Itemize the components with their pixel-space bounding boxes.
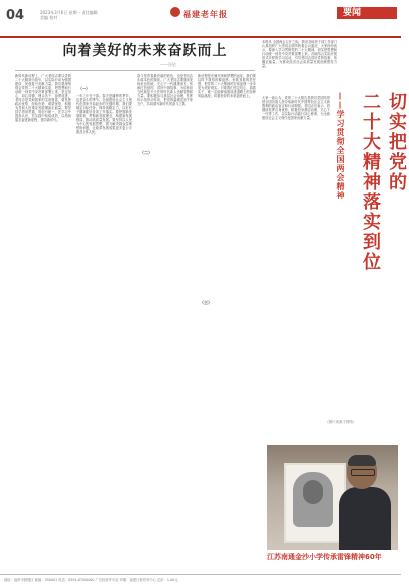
portrait-in-frame (293, 472, 333, 527)
page-footer (0, 574, 401, 585)
feature-image-note: （图片来源于网络） (325, 420, 357, 424)
main-headline: 向着美好的未来奋跃而上 (62, 43, 228, 59)
headline-divider (15, 70, 255, 71)
article-column-3: 奋斗是青春最亮丽的底色，也是老同志永葆本色的源泉。广大老同志要继续发扬优良传统，关心下一代健康成长，传承红色基因，讲好中国故事，为培养担当民族复兴大任的时代新人贡献智慧和力量。要积极参与基层社会治理，发挥好示范带动作用，把党的温暖送到千家万户，共同谱写新时代的奋斗之歌。 (137, 74, 193, 106)
article-subhead-2: （二） (140, 150, 152, 155)
issue-info: 2023年3月6日 星期一 责任编辑 美编 校对 (40, 10, 98, 20)
article-column-1: 新时代新征程上，广大老同志要以党的二十大精神为指引，以实际行动为强国建设、民族复兴贡献力量。我们要深刻领会党的二十大精神实质，把思想和行动统一到党中央决策部署上来，坚定信心、同心同德，埋头苦干、奋勇前进。老同志是党和国家的宝贵财富，要发挥政治优势、经验优势、威望优势，积极为党和人民事业发展增添正能量。要坚持学思用贯通、知信行统一，在学习中提高认识，在实践中检验成效，以昂扬姿态奋进新征程、建功新时代。 (15, 74, 71, 122)
newspaper-logo (170, 6, 230, 30)
feature-intro-text: 本报讯 全国两会召开之际，我省各地老干部工作部门认真组织广大老同志收听收看会议盛况，大家纷纷表示，要深入学习贯彻党的二十大精神，切实把思想和行动统一到党中央决策部署上来。各地结合实际开展形式多样的学习活动，引导老同志讲好党的故事、传播正能量，为推动经济社会高质量发展贡献银发力量。 (262, 40, 337, 68)
page-number: 04 (6, 8, 25, 23)
feature-body-text: 大家一致认为，党的二十大报告是我们党团结带领全国各族人民夺取新时代中国特色社会主义新胜利的政治宣言和行动纲领。老同志们表示，将继续发挥自身优势，积极投身基层治理、关心下一代等工作，以实际行动践行初心使命，为全面建设社会主义现代化国家贡献力量。 (262, 96, 330, 120)
photo-caption: 江苏南通金沙小学传承雷锋精神60年 (267, 553, 382, 561)
footer-info: 地址：福州市鼓楼区 邮编：350001 电话：0591-87000000 广告经营许可证 印刷：福建日报印务中心 定价：1.00元 (4, 578, 178, 582)
article-column-2: 一年之计在于春。春天是播种的季节，也是奋斗的季节。全面建设社会主义现代化国家开局起步的关键时期，我们要锚定目标任务，保持战略定力，以钉钉子精神抓好各项工作落实。要把握新发展阶段，贯彻新发展理念，构建新发展格局，推动高质量发展。要坚持以人民为中心的发展思想，着力解决群众急难愁盼问题，让改革发展成果更多更公平惠及全体人民。 (76, 94, 132, 134)
article-column-4: 新征程是充满光荣和梦想的远征。我们要以时不我待的紧迫感、舍我其谁的责任感，把党的二十大擘画的宏伟蓝图一步步变为美好现实。只要我们坚定信心、真抓实干，就一定能够战胜前进道路上的各种风险挑战，向着美好的未来奋跃而上。 (198, 74, 256, 98)
section-tag (337, 7, 397, 19)
page-header (0, 0, 401, 38)
article-subhead-3: （三） (200, 300, 212, 305)
feature-subtitle: ——学习贯彻全国两会精神 (336, 92, 345, 200)
section-tag-label: 要闻 (343, 8, 362, 18)
article-byline: ——评论 (160, 62, 176, 67)
logo-emblem-icon (170, 7, 180, 17)
article-subhead-1: （一） (78, 86, 90, 91)
feature-title-line-1: 切实把党的 (386, 92, 407, 192)
elderly-man-figure (339, 455, 391, 550)
feature-title-line-2: 二十大精神落实到位 (360, 92, 381, 272)
newspaper-name: 福建老年报 (183, 9, 228, 19)
feature-vertical-title (357, 92, 409, 272)
news-photo (267, 445, 398, 550)
glasses-icon (351, 469, 375, 476)
